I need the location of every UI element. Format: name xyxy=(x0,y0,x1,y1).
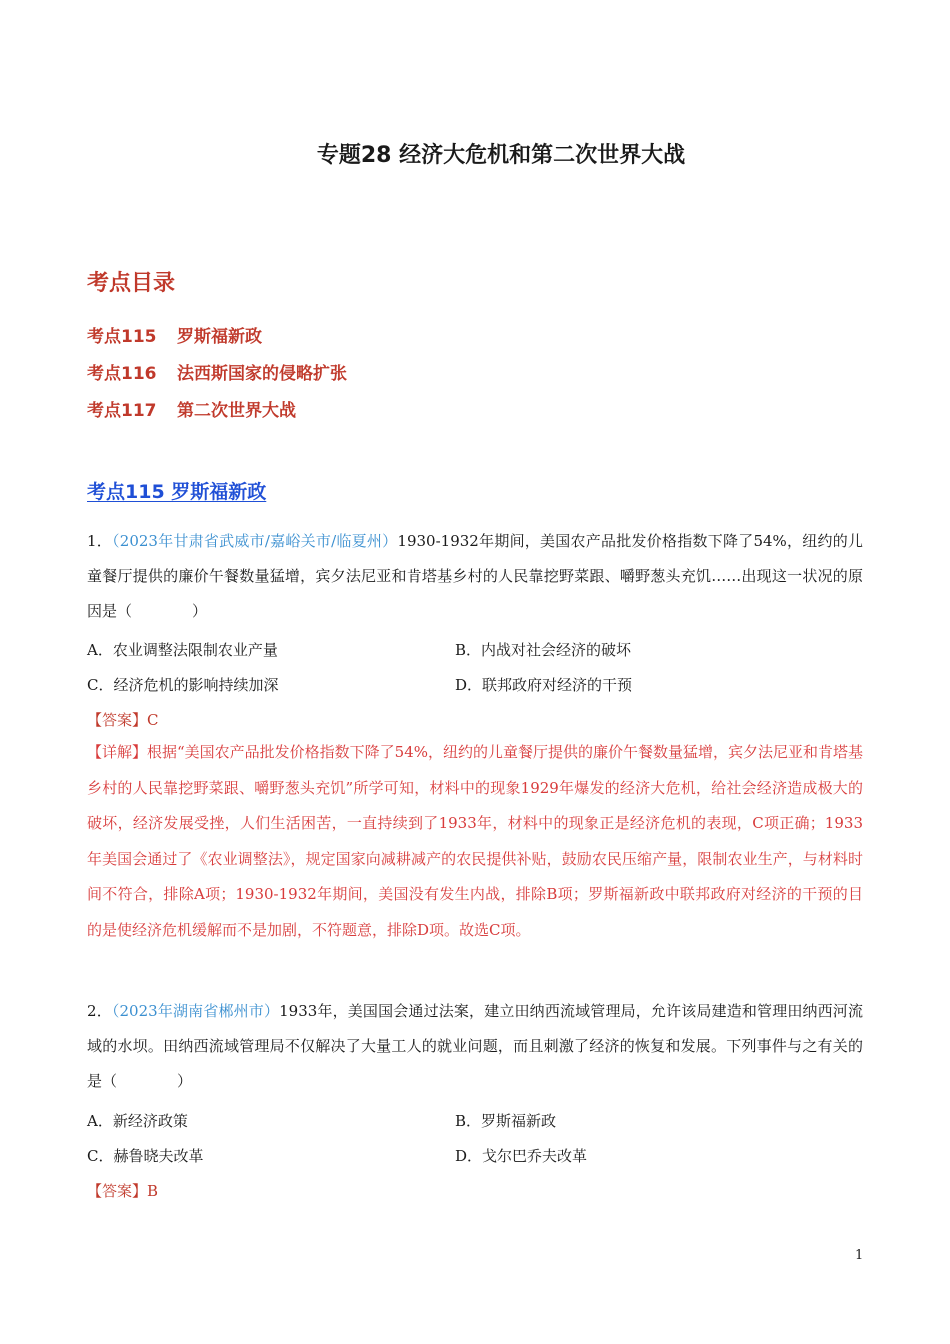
toc-item[interactable] xyxy=(87,359,347,384)
question-text-end: ） xyxy=(177,1072,193,1090)
option-b: B．内战对社会经济的破坏 xyxy=(455,641,632,659)
document-title: 专题28 经济大危机和第二次世界大战 xyxy=(316,143,686,168)
question-text: 1930-1932年期间，美国农产品批发价格指数下降了54%，纽约的儿童餐厅提供的廉价午餐数量猛增，宾夕法尼亚和肯塔基乡村的人民靠挖野菜跟、嚼野葱头充饥……出现这一状况的原因是（ xyxy=(87,532,863,620)
question-text: 1933年，美国国会通过法案，建立田纳西流域管理局，允许该局建造和管理田纳西河流域的水坝。田纳西流域管理局不仅解决了大量工人的就业问题，而且刺激了经济的恢复和发展。下列事件与之有关的是（ xyxy=(87,1002,863,1090)
answer-label: 【答案】C xyxy=(87,711,159,729)
question-source: （2023年湖南省郴州市） xyxy=(111,1002,280,1020)
question-2-stem xyxy=(87,994,863,1099)
question-source: （2023年甘肃省武威市/嘉峪关市/临夏州） xyxy=(112,532,398,550)
section-heading[interactable]: 考点115 罗斯福新政 xyxy=(87,481,267,503)
toc-heading: 考点目录 xyxy=(87,271,176,296)
toc-item[interactable] xyxy=(87,322,262,347)
option-c: C．赫鲁晓夫改革 xyxy=(87,1147,204,1165)
option-d: D．戈尔巴乔夫改革 xyxy=(455,1147,588,1165)
toc-item[interactable] xyxy=(87,396,296,421)
toc-item-number: 考点117 xyxy=(87,401,157,421)
option-d: D．联邦政府对经济的干预 xyxy=(455,676,633,694)
question-number: 2． xyxy=(87,1002,112,1020)
toc-item-number: 考点116 xyxy=(87,364,157,384)
option-c: C．经济危机的影响持续加深 xyxy=(87,676,279,694)
option-a: A．新经济政策 xyxy=(87,1112,188,1130)
question-text-end: ） xyxy=(192,602,208,620)
option-a: A．农业调整法限制农业产量 xyxy=(87,641,278,659)
detail-explanation: 【详解】根据“美国农产品批发价格指数下降了54%，纽约的儿童餐厅提供的廉价午餐数量猛增，宾夕法尼亚和肯塔基乡村的人民靠挖野菜跟、嚼野葱头充饥”所学可知，材料中的现象1929年爆发的经济大危机，给社会经济造成极大的破坏，经济发展受挫，人们生活困苦，一直持续到了1933年，材料中的现象正是经济危机的表现，C项正确；1933年美国会通过了《农业调整法》，规定国家向减耕减产的农民提供补贴，鼓励农民压缩产量，限制农业生产，与材料时间不符合，排除A项；1930-1932年期间，美国没有发生内战，排除B项；罗斯福新政中联邦政府对经济的干预的目的是使经济危机缓解而不是加剧，不符题意，排除D项。故选C项。 xyxy=(87,743,864,939)
answer-label: 【答案】B xyxy=(87,1182,159,1200)
page-number: 1 xyxy=(855,1248,864,1263)
question-number: 1． xyxy=(87,532,113,550)
option-b: B．罗斯福新政 xyxy=(455,1112,557,1130)
question-1-stem xyxy=(87,524,863,629)
toc-item-label: 罗斯福新政 xyxy=(177,327,262,347)
toc-item-label: 第二次世界大战 xyxy=(177,401,296,421)
toc-item-number: 考点115 xyxy=(87,327,157,347)
toc-item-label: 法西斯国家的侵略扩张 xyxy=(177,364,347,384)
